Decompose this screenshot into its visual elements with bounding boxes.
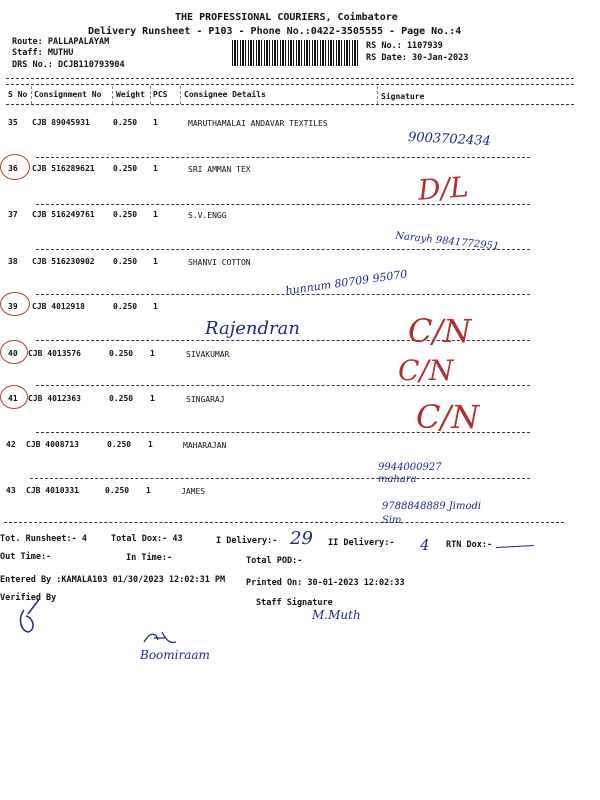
row-pcs: 1	[153, 118, 158, 127]
handwritten-name: Rajendran	[205, 318, 300, 339]
divider	[6, 78, 574, 79]
row-consignee: SINGARAJ	[186, 395, 225, 404]
ii-delivery-label: II Delivery:-	[328, 538, 395, 548]
handwritten-ii-delivery-count: 4	[420, 536, 430, 554]
handwritten-dash	[496, 545, 534, 548]
row-consignment: CJB 4012363	[28, 394, 81, 403]
row-divider	[36, 385, 530, 386]
row-consignment: CJB 4008713	[26, 440, 79, 449]
verified-signature-scribble	[10, 596, 50, 638]
entered-by: Entered By :KAMALA103 01/30/2023 12:02:31 PM	[0, 575, 226, 585]
row-pcs: 1	[153, 164, 158, 173]
rs-number: RS No.: 1107939	[366, 41, 443, 51]
printed-on: Printed On: 30-01-2023 12:02:33	[246, 578, 405, 588]
company-title: THE PROFESSIONAL COURIERS, Coimbatore	[175, 12, 398, 23]
row-weight: 0.250	[109, 349, 134, 358]
row-sno: 41	[8, 394, 18, 403]
out-time: Out Time:-	[0, 552, 52, 562]
handwritten-signature: 9788848889 Jimodi Sim	[382, 501, 482, 526]
red-circle-mark	[0, 292, 30, 316]
row-consignment: CJB 4010331	[26, 486, 79, 495]
row-pcs: 1	[150, 394, 155, 403]
row-pcs: 1	[153, 257, 158, 266]
route-label: Route: PALLAPALAYAM	[12, 37, 110, 47]
column-divider	[31, 86, 32, 104]
header-sno: S No	[8, 90, 28, 99]
total-pod: Total POD:-	[246, 556, 303, 566]
row-weight: 0.250	[113, 302, 138, 311]
row-pcs: 1	[150, 349, 155, 358]
i-delivery-label: I Delivery:-	[216, 536, 278, 546]
row-sno: 42	[6, 440, 16, 449]
header-signature: Signature	[381, 92, 425, 101]
total-runsheet: Tot. Runsheet:- 4	[0, 534, 87, 544]
row-weight: 0.250	[113, 164, 138, 173]
header-consignment: Consignment No	[34, 90, 102, 99]
header-weight: Weight	[116, 90, 145, 99]
column-divider	[150, 86, 151, 104]
handwritten-delivery-count: 29	[290, 528, 313, 549]
row-weight: 0.250	[113, 257, 138, 266]
row-sno: 36	[8, 164, 18, 173]
row-consignee: SHANVI COTTON	[188, 258, 251, 267]
column-divider	[180, 86, 181, 104]
row-divider	[36, 157, 530, 158]
row-consignee: S.V.ENGG	[188, 211, 227, 220]
handwritten-cn-mark: C/N	[408, 312, 472, 350]
column-divider	[112, 86, 113, 104]
row-consignee: SIVAKUMAR	[186, 350, 230, 359]
header-consignee: Consignee Details	[184, 90, 266, 99]
row-consignment: CJB 4013576	[28, 349, 81, 358]
row-sno: 38	[8, 257, 18, 266]
staff-label: Staff: MUTHU	[12, 48, 74, 58]
row-weight: 0.250	[105, 486, 130, 495]
total-dox: Total Dox:- 43	[111, 534, 183, 544]
row-consignee: SRI AMMAN TEX	[188, 165, 251, 174]
row-pcs: 1	[148, 440, 153, 449]
row-divider	[36, 294, 530, 295]
handwritten-staff-signature: M.Muth	[312, 608, 361, 622]
row-consignment: CJB 516289621	[32, 164, 95, 173]
column-divider	[377, 86, 378, 104]
in-time: In Time:-	[126, 553, 173, 563]
row-consignment: CJB 89045931	[32, 118, 90, 127]
handwritten-signature: Narayh 9841772951	[394, 230, 500, 253]
row-sno: 43	[6, 486, 16, 495]
signature-initials-scribble	[140, 628, 180, 650]
rtn-dox-label: RTN Dox:-	[446, 540, 493, 550]
row-consignment: CJB 4012918	[32, 302, 85, 311]
red-circle-mark	[0, 154, 30, 180]
row-weight: 0.250	[109, 394, 134, 403]
row-pcs: 1	[146, 486, 151, 495]
handwritten-phone: 9003702434	[407, 129, 492, 150]
handwritten-dl-mark: D/L	[416, 170, 470, 207]
row-sno: 40	[8, 349, 18, 358]
row-pcs: 1	[153, 302, 158, 311]
red-circle-mark	[0, 385, 28, 409]
rs-date: RS Date: 30-Jan-2023	[366, 53, 469, 63]
handwritten-cn-mark: C/N	[398, 354, 454, 387]
barcode	[232, 40, 360, 66]
handwritten-bottom-signature: Boomiraam	[140, 648, 210, 662]
divider	[6, 84, 574, 85]
row-pcs: 1	[153, 210, 158, 219]
row-weight: 0.250	[113, 210, 138, 219]
row-consignee: MAHARAJAN	[183, 441, 227, 450]
header-pcs: PCS	[153, 90, 168, 99]
handwritten-signature: hunnum 80709 95070	[284, 267, 409, 298]
row-sno: 35	[8, 118, 18, 127]
row-consignee: JAMES	[181, 487, 206, 496]
drs-number: DRS No.: DCJB110793904	[12, 60, 125, 70]
row-weight: 0.250	[107, 440, 132, 449]
row-consignment: CJB 516249761	[32, 210, 95, 219]
staff-signature-label: Staff Signature	[256, 598, 333, 608]
row-weight: 0.250	[113, 118, 138, 127]
divider	[6, 104, 574, 105]
row-sno: 37	[8, 210, 18, 219]
row-divider	[36, 249, 530, 250]
row-consignee: MARUTHAMALAI ANDAVAR TEXTILES	[188, 119, 328, 128]
verified-by: Verified By	[0, 593, 57, 603]
row-consignment: CJB 516230902	[32, 257, 95, 266]
handwritten-cn-mark: C/N	[416, 398, 480, 436]
red-circle-mark	[0, 340, 28, 364]
runsheet-title: Delivery Runsheet - P103 - Phone No.:0422-3505555 - Page No.:4	[88, 26, 462, 37]
handwritten-signature: 9944000927 mahara	[378, 462, 442, 485]
row-sno: 39	[8, 302, 18, 311]
